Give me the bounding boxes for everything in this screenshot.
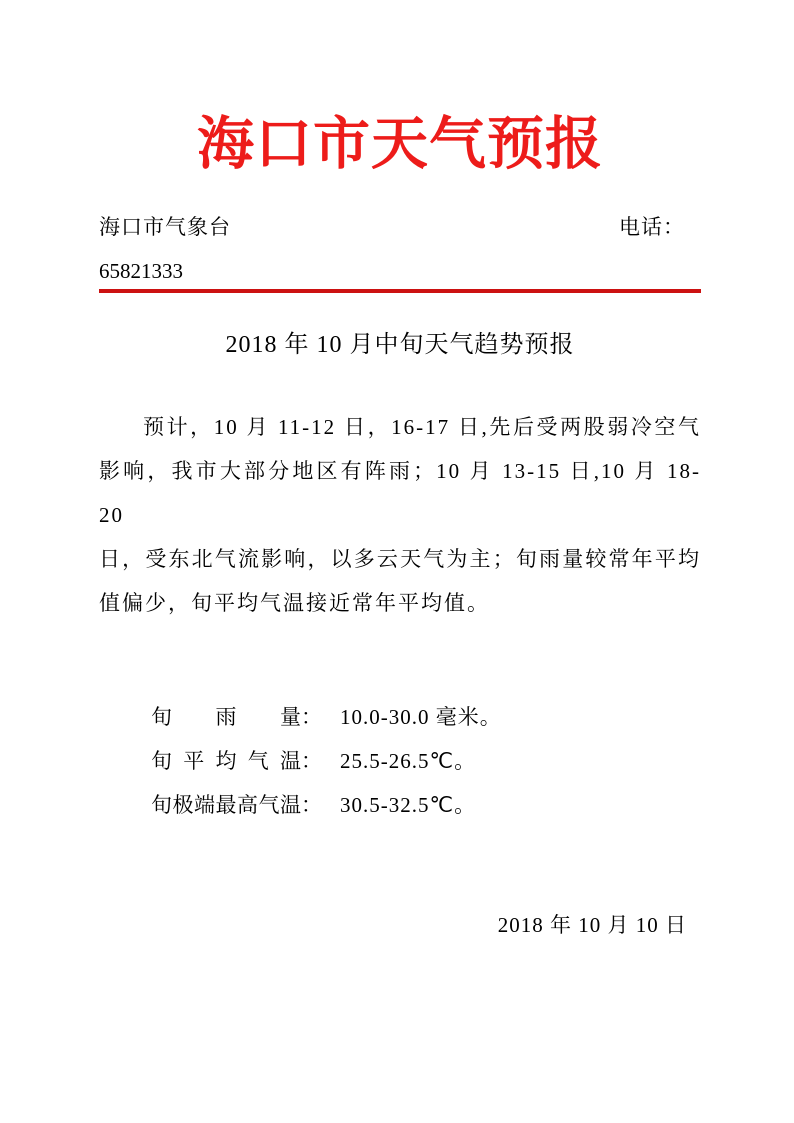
forecast-paragraph-line: 影响，我市大部分地区有阵雨；10 月 13-15 日,10 月 18-20 — [99, 459, 701, 527]
forecast-paragraph-line: 值偏少，旬平均气温接近常年平均值。 — [99, 591, 490, 615]
stat-colon: ： — [301, 793, 322, 817]
forecast-paragraph-line: 日，受东北气流影响，以多云天气为主；旬雨量较常年平均 — [99, 547, 701, 571]
stat-row-avg-temp — [99, 739, 701, 783]
stat-value-max-temp: 30.5-32.5℃。 — [340, 793, 477, 817]
stat-label-rainfall: 旬雨量 — [151, 705, 301, 729]
stat-colon: ： — [301, 705, 322, 729]
stat-value-rainfall: 10.0-30.0 毫米。 — [340, 705, 502, 729]
document-title: 海口市天气预报 — [197, 112, 603, 176]
stats-section — [99, 695, 701, 827]
document-content — [99, 0, 701, 947]
report-date: 2018 年 10 月 10 日 — [497, 913, 687, 937]
forecast-paragraph-line: 预计，10 月 11-12 日，16-17 日,先后受两股弱冷空气 — [143, 415, 701, 439]
stat-label-max-temp: 旬极端最高气温 — [151, 793, 301, 817]
report-heading: 2018 年 10 月中旬天气趋势预报 — [225, 332, 575, 358]
header-rule-divider — [99, 289, 701, 293]
stat-row-max-temp — [99, 783, 701, 827]
stat-value-avg-temp: 25.5-26.5℃。 — [340, 749, 477, 773]
header-info-row — [99, 214, 701, 240]
phone-number: 65821333 — [99, 259, 183, 283]
stat-row-rainfall — [99, 695, 701, 739]
stat-colon: ： — [301, 749, 322, 773]
phone-label: 电话： — [619, 215, 685, 239]
stat-label-avg-temp: 旬平均气温 — [151, 749, 301, 773]
agency-name: 海口市气象台 — [99, 215, 231, 239]
forecast-paragraph — [99, 405, 701, 625]
